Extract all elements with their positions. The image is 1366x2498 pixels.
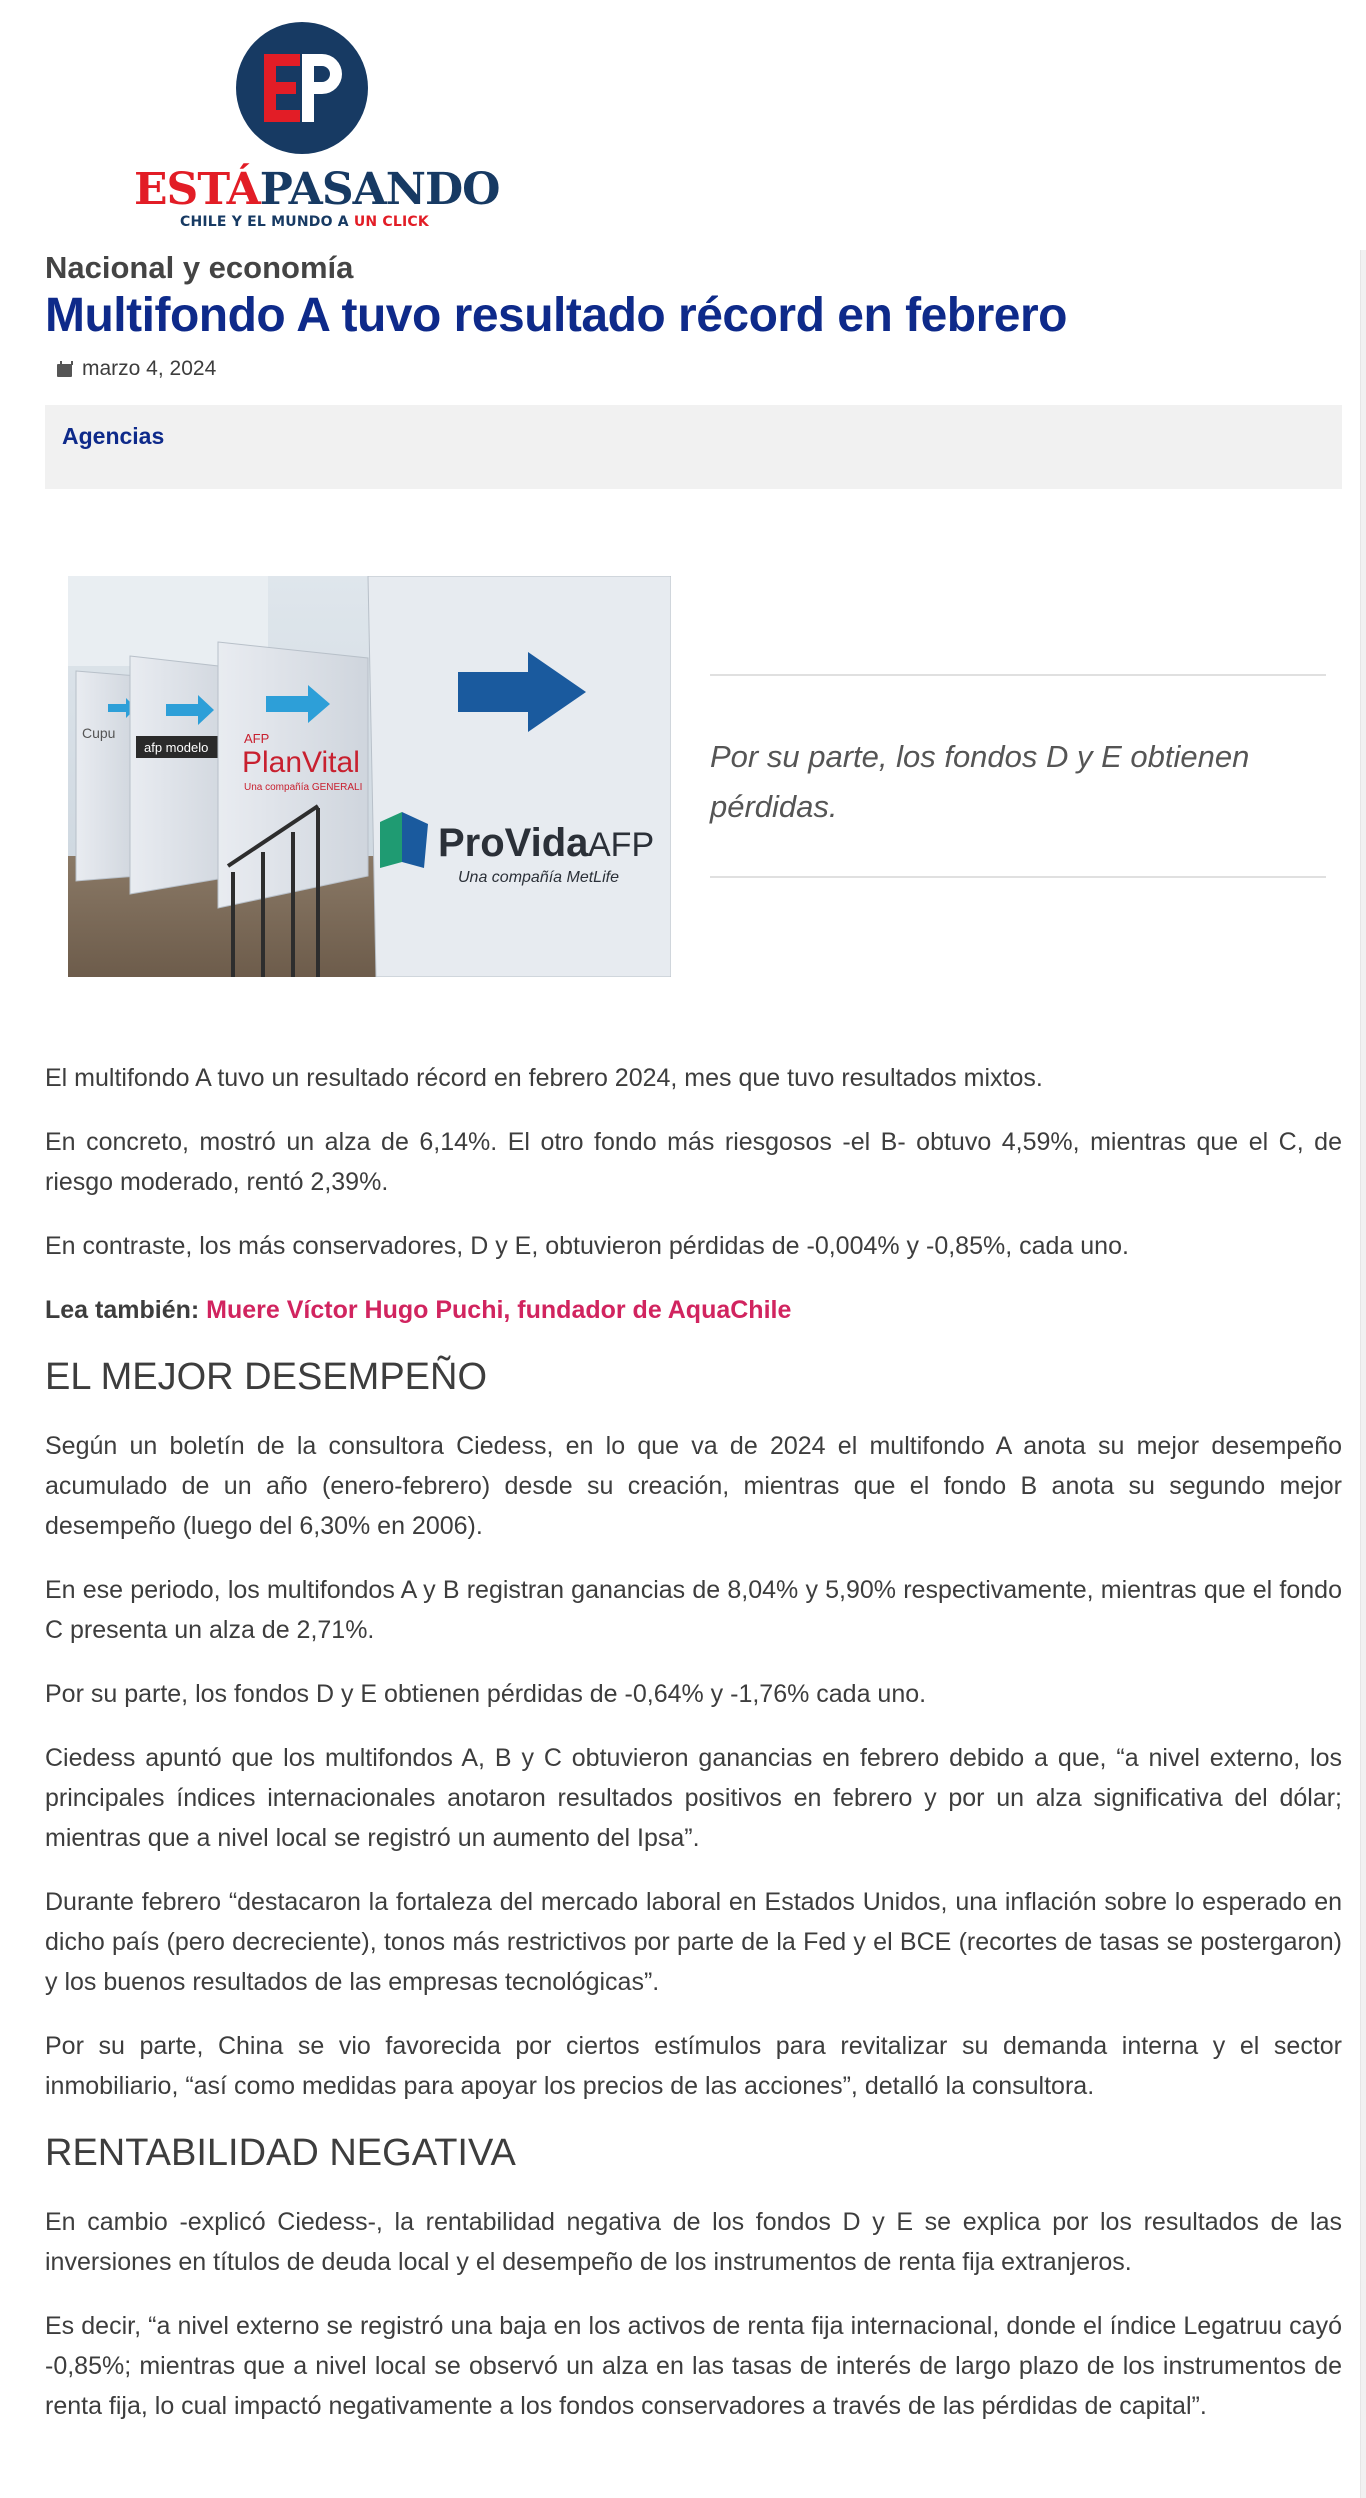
paragraph: Durante febrero “destacaron la fortaleza del mercado laboral en Estados Unidos, una inflación sobre lo esperado en dicho país (pero decreciente), tonos más restrictivos por parte de la Fed y el BCE (recortes de tasas se postergaron) y los buenos resultados de las empresas tecnológicas”. <box>45 1888 1342 1996</box>
logo-monogram-ep <box>236 22 368 154</box>
related-article-link[interactable]: Muere Víctor Hugo Puchi, fundador de AquaChile <box>206 1296 792 1324</box>
paragraph: En ese periodo, los multifondos A y B registran ganancias de 8,04% y 5,90% respectivamente, mientras que el fondo C presenta un alza de 2,71%. <box>45 1576 1342 1644</box>
sign-4-suffix: AFP <box>588 826 655 864</box>
sign-2-label: afp modelo <box>144 740 209 755</box>
related-label: Lea también: <box>45 1296 207 1324</box>
sign-3-top: AFP <box>244 731 270 746</box>
paragraph: El multifondo A tuvo un resultado récord en febrero 2024, mes que tuvo resultados mixtos. <box>45 1064 1043 1092</box>
sign-3-sub: Una compañía GENERALI <box>244 782 363 793</box>
pull-quote-text: Por su parte, los fondos D y E obtienen pérdidas. <box>710 739 1250 824</box>
page-scrollbar[interactable] <box>1360 250 1366 2498</box>
sign-4-sub: Una compañía MetLife <box>458 869 619 886</box>
section-heading: EL MEJOR DESEMPEÑO <box>45 1356 488 1398</box>
paragraph: Es decir, “a nivel externo se registró una baja en los activos de renta fija internacional, donde el índice Legatruu cayó -0,85%; mientras que a nivel local se observó un alza en las tasas de interés de largo plazo de los instrumentos de renta fija, lo cual impactó negativamente a los fondos conservadores a través de las pérdidas de capital”. <box>45 2312 1342 2420</box>
sign-1-label: Cupu <box>82 725 116 741</box>
post-category[interactable]: Nacional y economía <box>45 250 354 285</box>
paragraph: Por su parte, los fondos D y E obtienen pérdidas de -0,64% y -1,76% cada uno. <box>45 1680 927 1708</box>
article-photo <box>68 576 671 977</box>
paragraph: En contraste, los más conservadores, D y E, obtuvieron pérdidas de -0,004% y -0,85%, cada uno. <box>45 1232 1129 1260</box>
logo-monogram-circle <box>236 22 368 154</box>
related-article <box>45 1290 1342 1330</box>
paragraph: Según un boletín de la consultora Ciedess, en lo que va de 2024 el multifondo A anota su mejor desempeño acumulado de un año (enero-febrero) desde su creación, mientras que el fondo B anota su segundo mejor desempeño (luego del 6,30% en 2006). <box>45 1432 1342 1540</box>
pull-quote <box>710 674 1326 878</box>
paragraph: Ciedess apuntó que los multifondos A, B y C obtuvieron ganancias en febrero debido a que, “a nivel externo, los principales índices internacionales anotaron resultados positivos en febrero y por un alza significativa del dólar; mientras que a nivel local se registró un aumento del Ipsa”. <box>45 1744 1342 1852</box>
sign-3-label: PlanVital <box>242 746 360 779</box>
sign-4-label: ProVida <box>438 821 589 865</box>
paragraph: En cambio -explicó Ciedess-, la rentabilidad negativa de los fondos D y E se explica por los resultados de las inversiones en títulos de deuda local y el desempeño de los instrumentos de renta fija extranjeros. <box>45 2208 1342 2276</box>
paragraph: En concreto, mostró un alza de 6,14%. El otro fondo más riesgosos -el B- obtuvo 4,59%, mientras que el C, de riesgo moderado, rentó 2,39%. <box>45 1128 1342 1196</box>
paragraph: Por su parte, China se vio favorecida por ciertos estímulos para revitalizar su demanda interna y el sector inmobiliario, “así como medidas para apoyar los precios de las acciones”, detalló la consultora. <box>45 2032 1342 2100</box>
logo-tagline: CHILE Y EL MUNDO A UN CLICK <box>180 214 429 230</box>
post-date <box>57 357 216 381</box>
logo-wordmark: ESTÁPASANDO <box>134 164 500 215</box>
author-box <box>45 405 1342 489</box>
post-title: Multifondo A tuvo resultado récord en febrero <box>45 289 1067 342</box>
section-heading: RENTABILIDAD NEGATIVA <box>45 2132 516 2174</box>
post-author[interactable]: Agencias <box>62 423 165 449</box>
calendar-icon <box>57 361 72 377</box>
article-body <box>45 1058 1342 2450</box>
post-date-text: marzo 4, 2024 <box>82 357 217 380</box>
site-logo[interactable] <box>130 18 500 233</box>
